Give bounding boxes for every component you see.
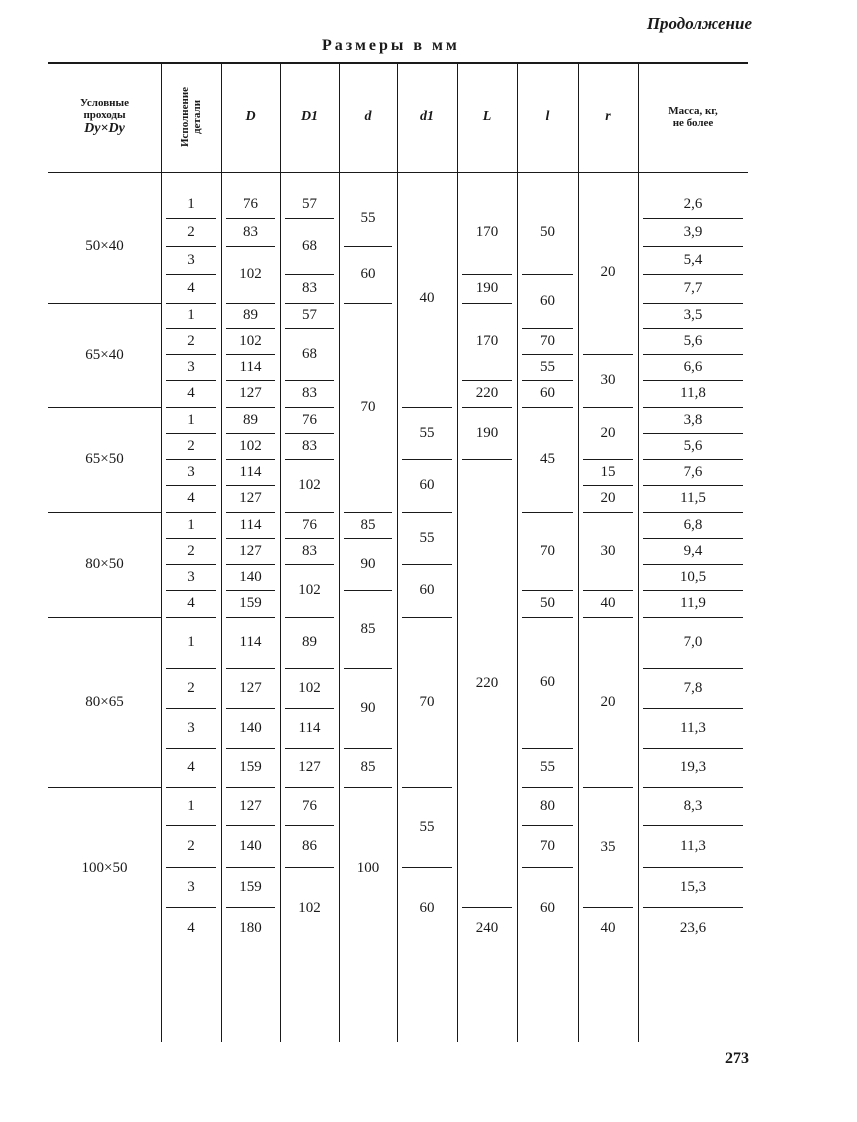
cell-D: 89 xyxy=(243,411,258,428)
cell-mass: 11,9 xyxy=(680,595,706,611)
cell-mass: 7,0 xyxy=(683,634,703,650)
cell-D1: 86 xyxy=(302,837,317,854)
cell-d: 90 xyxy=(360,699,376,716)
cell-D1: 76 xyxy=(302,516,317,533)
cell-D: 102 xyxy=(239,332,262,349)
cell-r: 20 xyxy=(600,263,616,280)
cell-r: 20 xyxy=(600,693,616,710)
header-l: l xyxy=(545,109,550,124)
cell-l: 70 xyxy=(540,332,555,349)
cell-l: 50 xyxy=(540,223,555,240)
cell-D: 102 xyxy=(239,437,262,454)
cell-D1: 83 xyxy=(302,542,317,559)
cell-r: 30 xyxy=(600,542,616,559)
cell-d: 85 xyxy=(360,759,376,775)
cell-variant: 1 xyxy=(187,307,195,323)
cell-variant: 2 xyxy=(187,437,195,454)
cell-d: 85 xyxy=(360,516,376,533)
dimensions-table xyxy=(48,62,748,1042)
cell-D1: 102 xyxy=(298,582,321,598)
cell-D: 114 xyxy=(239,516,262,533)
cell-r: 15 xyxy=(600,463,616,480)
cell-mass: 7,6 xyxy=(683,463,703,480)
cell-variant: 3 xyxy=(187,878,195,895)
cell-L: 220 xyxy=(475,385,499,401)
header-variant-line2: детали xyxy=(191,99,203,135)
cell-l: 45 xyxy=(540,451,555,467)
cell-variant: 2 xyxy=(187,542,195,559)
cell-D: 76 xyxy=(243,195,258,212)
header-passages-symbol: Dу×Dу xyxy=(84,121,125,136)
header-passages-line2: проходы xyxy=(83,109,126,121)
cell-D1: 102 xyxy=(298,900,321,916)
cell-mass: 5,6 xyxy=(683,437,703,454)
cell-D1: 76 xyxy=(302,797,317,814)
cell-L: 190 xyxy=(475,424,499,441)
cell-r: 40 xyxy=(600,920,616,936)
cell-d1: 40 xyxy=(419,290,435,306)
cell-d1: 55 xyxy=(419,818,435,835)
cell-l: 60 xyxy=(540,292,555,309)
cell-r: 20 xyxy=(600,424,616,441)
cell-variant: 3 xyxy=(187,568,195,585)
cell-mass: 6,8 xyxy=(683,516,703,533)
continuation-label: Продолжение xyxy=(646,14,752,33)
cell-D: 83 xyxy=(243,223,258,240)
cell-L: 220 xyxy=(475,674,499,691)
cell-r: 20 xyxy=(600,490,616,506)
cell-variant: 2 xyxy=(187,679,195,696)
cell-variant: 3 xyxy=(187,463,195,480)
header-L: L xyxy=(482,109,492,124)
cell-mass: 10,5 xyxy=(679,568,707,585)
cell-L: 170 xyxy=(475,223,499,240)
cell-D1: 89 xyxy=(302,634,317,650)
header-bottom-rule xyxy=(48,172,748,173)
cell-l: 55 xyxy=(540,759,555,775)
group-label: 65×40 xyxy=(85,346,124,363)
cell-l: 50 xyxy=(540,595,555,611)
cell-mass: 15,3 xyxy=(679,878,707,895)
header-d: d xyxy=(364,109,372,124)
cell-mass: 5,4 xyxy=(683,251,703,268)
cell-variant: 3 xyxy=(187,251,195,268)
cell-l: 70 xyxy=(540,542,555,559)
cell-variant: 4 xyxy=(187,920,195,936)
cell-d: 100 xyxy=(356,860,380,876)
header-r: r xyxy=(605,109,611,124)
cell-D1: 83 xyxy=(302,280,317,296)
cell-D: 102 xyxy=(239,266,262,282)
cell-D1: 114 xyxy=(298,719,321,736)
cell-d: 55 xyxy=(360,209,376,226)
cell-mass: 7,8 xyxy=(683,679,703,696)
cell-D1: 102 xyxy=(298,679,321,696)
group-label: 80×65 xyxy=(85,693,124,710)
cell-d: 60 xyxy=(360,266,376,282)
group-label: 50×40 xyxy=(85,238,124,254)
cell-variant: 4 xyxy=(187,280,195,296)
cell-variant: 4 xyxy=(187,385,195,401)
cell-variant: 3 xyxy=(187,358,195,375)
cell-L: 190 xyxy=(475,280,499,296)
cell-D: 159 xyxy=(239,595,262,611)
cell-variant: 1 xyxy=(187,411,195,428)
page-number: 273 xyxy=(725,1050,749,1067)
cell-d1: 55 xyxy=(419,424,435,441)
cell-mass: 6,6 xyxy=(683,358,703,375)
cell-l: 55 xyxy=(540,358,555,375)
cell-mass: 11,3 xyxy=(680,719,706,736)
header-mass-line1: Масса, кг, xyxy=(668,105,718,117)
cell-D1: 102 xyxy=(298,477,321,493)
cell-variant: 2 xyxy=(187,837,195,854)
table-top-rule xyxy=(48,62,748,64)
cell-D: 127 xyxy=(239,542,262,559)
group-label: 80×50 xyxy=(85,556,124,572)
cell-variant: 2 xyxy=(187,332,195,349)
cell-D: 89 xyxy=(243,307,258,323)
header-variant-line1: Исполнение xyxy=(179,86,191,148)
cell-variant: 4 xyxy=(187,595,195,611)
cell-D: 127 xyxy=(239,385,262,401)
cell-D1: 83 xyxy=(302,437,317,454)
cell-d1: 60 xyxy=(419,900,435,916)
header-D1: D1 xyxy=(300,109,319,124)
cell-mass: 11,5 xyxy=(680,490,706,506)
group-label: 65×50 xyxy=(85,451,124,467)
cell-mass: 5,6 xyxy=(683,332,703,349)
cell-l: 60 xyxy=(540,900,555,916)
cell-variant: 3 xyxy=(187,719,195,736)
header-D: D xyxy=(245,109,256,124)
cell-D: 114 xyxy=(239,634,262,650)
cell-D1: 127 xyxy=(298,759,321,775)
cell-D: 159 xyxy=(239,759,262,775)
cell-mass: 19,3 xyxy=(679,759,707,775)
cell-D1: 76 xyxy=(302,411,317,428)
cell-D: 159 xyxy=(239,878,262,895)
cell-variant: 2 xyxy=(187,223,195,240)
cell-mass: 3,8 xyxy=(683,411,703,428)
cell-D1: 68 xyxy=(302,345,317,362)
header-variant xyxy=(161,62,221,172)
cell-d1: 60 xyxy=(419,582,435,598)
cell-r: 35 xyxy=(600,838,616,855)
cell-D: 127 xyxy=(239,797,262,814)
group-label: 100×50 xyxy=(81,860,128,876)
cell-mass: 8,3 xyxy=(683,797,703,814)
cell-l: 60 xyxy=(540,674,555,690)
cell-l: 80 xyxy=(540,797,555,814)
cell-d1: 60 xyxy=(419,477,435,493)
cell-D1: 57 xyxy=(302,307,317,323)
cell-D1: 57 xyxy=(302,195,317,212)
cell-mass: 3,5 xyxy=(683,307,703,323)
cell-D: 140 xyxy=(239,837,262,854)
cell-D: 180 xyxy=(239,920,262,936)
cell-mass: 23,6 xyxy=(679,920,707,936)
cell-D: 140 xyxy=(239,719,262,736)
cell-l: 70 xyxy=(540,837,555,854)
cell-variant: 4 xyxy=(187,759,195,775)
cell-mass: 7,7 xyxy=(683,280,703,296)
cell-r: 40 xyxy=(600,595,616,611)
cell-d: 85 xyxy=(360,620,376,637)
cell-d1: 55 xyxy=(419,529,435,546)
cell-L: 240 xyxy=(475,920,499,936)
cell-D: 114 xyxy=(239,463,262,480)
cell-mass: 11,8 xyxy=(680,385,706,401)
header-d1: d1 xyxy=(420,109,434,124)
cell-variant: 1 xyxy=(187,634,195,650)
cell-D: 127 xyxy=(239,490,262,506)
cell-d: 70 xyxy=(360,399,376,415)
header-mass xyxy=(638,62,748,172)
cell-variant: 1 xyxy=(187,195,195,212)
cell-L: 170 xyxy=(475,333,499,349)
cell-variant: 4 xyxy=(187,490,195,506)
cell-D: 114 xyxy=(239,358,262,375)
table-caption: Размеры в мм xyxy=(322,37,460,54)
cell-mass: 2,6 xyxy=(683,195,703,212)
cell-variant: 1 xyxy=(187,516,195,533)
cell-l: 60 xyxy=(540,385,555,401)
header-passages xyxy=(48,62,161,172)
header-mass-line2: не более xyxy=(672,117,714,129)
cell-d1: 70 xyxy=(419,693,435,710)
cell-D: 140 xyxy=(239,568,262,585)
cell-D1: 83 xyxy=(302,385,317,401)
cell-D1: 68 xyxy=(302,237,317,254)
cell-mass: 11,3 xyxy=(680,837,706,854)
cell-r: 30 xyxy=(600,372,616,388)
cell-mass: 9,4 xyxy=(683,542,703,559)
cell-variant: 1 xyxy=(187,797,195,814)
cell-d: 90 xyxy=(360,555,376,572)
cell-D: 127 xyxy=(239,679,262,696)
cell-mass: 3,9 xyxy=(683,223,703,240)
header-passages-line1: Условные xyxy=(80,97,129,109)
